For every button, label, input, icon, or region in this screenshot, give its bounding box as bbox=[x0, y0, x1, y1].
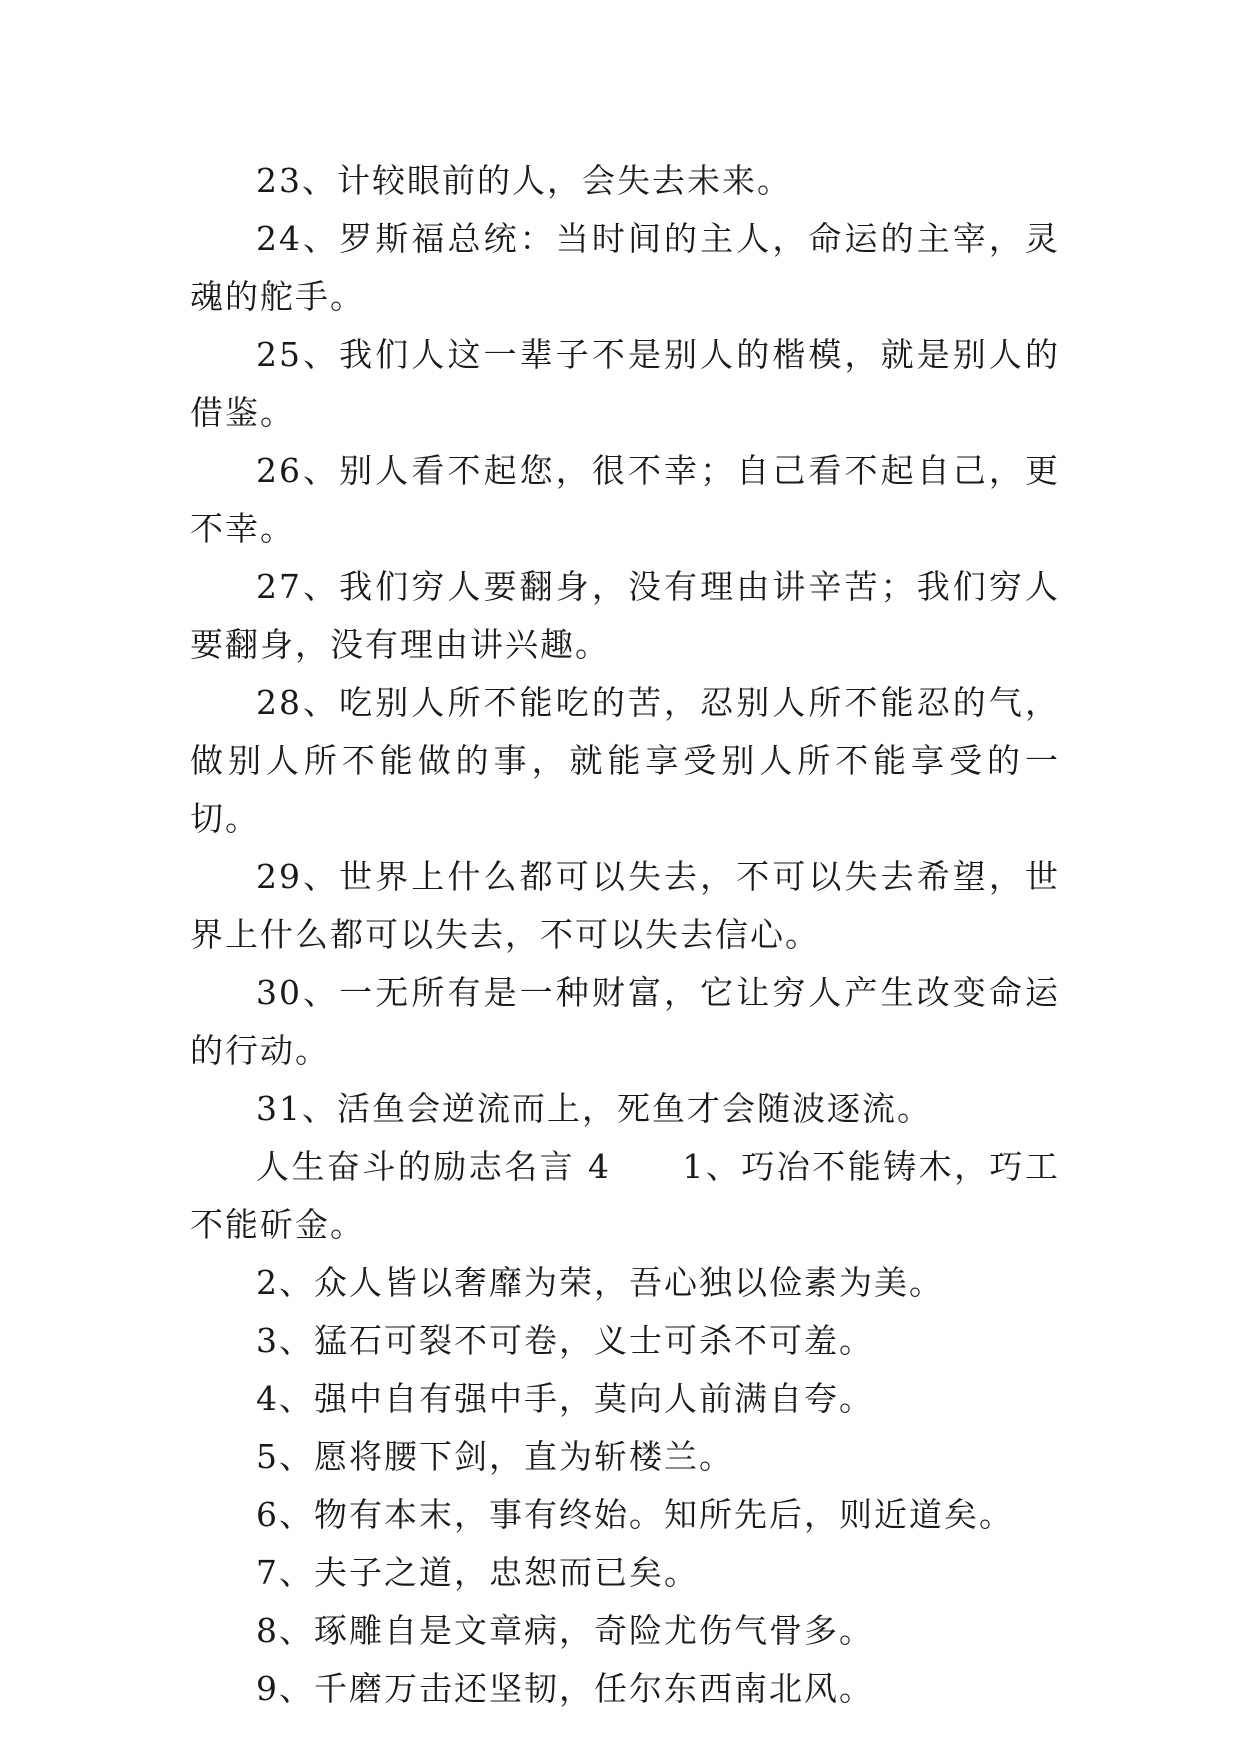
paragraph-30: 30、一无所有是一种财富，它让穷人产生改变命运的行动。 bbox=[190, 973, 1060, 1070]
paragraph-24: 24、罗斯福总统：当时间的主人，命运的主宰，灵魂的舵手。 bbox=[190, 219, 1060, 316]
paragraph-27: 27、我们穷人要翻身，没有理由讲辛苦；我们穷人要翻身，没有理由讲兴趣。 bbox=[190, 567, 1060, 664]
paragraph-23: 23、计较眼前的人，会失去未来。 bbox=[256, 161, 792, 200]
quote-7: 7、夫子之道，忠恕而已矣。 bbox=[256, 1553, 699, 1592]
quote-6: 6、物有本末，事有终始。知所先后，则近道矣。 bbox=[256, 1495, 1014, 1534]
paragraph-28: 28、吃别人所不能吃的苦，忍别人所不能忍的气，做别人所不能做的事，就能享受别人所不能享受的一切。 bbox=[190, 683, 1060, 838]
quote-9: 9、千磨万击还坚韧，任尔东西南北风。 bbox=[256, 1669, 874, 1708]
quote-3: 3、猛石可裂不可卷，义士可杀不可羞。 bbox=[256, 1321, 874, 1360]
quote-5: 5、愿将腰下剑，直为斩楼兰。 bbox=[256, 1437, 734, 1476]
section-heading-paragraph: 人生奋斗的励志名言 4 1、巧冶不能铸木，巧工不能斫金。 bbox=[190, 1147, 1060, 1244]
document-body bbox=[190, 152, 1060, 1718]
quote-2: 2、众人皆以奢靡为荣，吾心独以俭素为美。 bbox=[256, 1263, 944, 1302]
quote-8: 8、琢雕自是文章病，奇险尤伤气骨多。 bbox=[256, 1611, 874, 1650]
quote-4: 4、强中自有强中手，莫向人前满自夸。 bbox=[256, 1379, 874, 1418]
paragraph-31: 31、活鱼会逆流而上，死鱼才会随波逐流。 bbox=[256, 1089, 932, 1128]
paragraph-25: 25、我们人这一辈子不是别人的楷模，就是别人的借鉴。 bbox=[190, 335, 1060, 432]
paragraph-29: 29、世界上什么都可以失去，不可以失去希望，世界上什么都可以失去，不可以失去信心。 bbox=[190, 857, 1060, 954]
paragraph-26: 26、别人看不起您，很不幸；自己看不起自己，更不幸。 bbox=[190, 451, 1060, 548]
